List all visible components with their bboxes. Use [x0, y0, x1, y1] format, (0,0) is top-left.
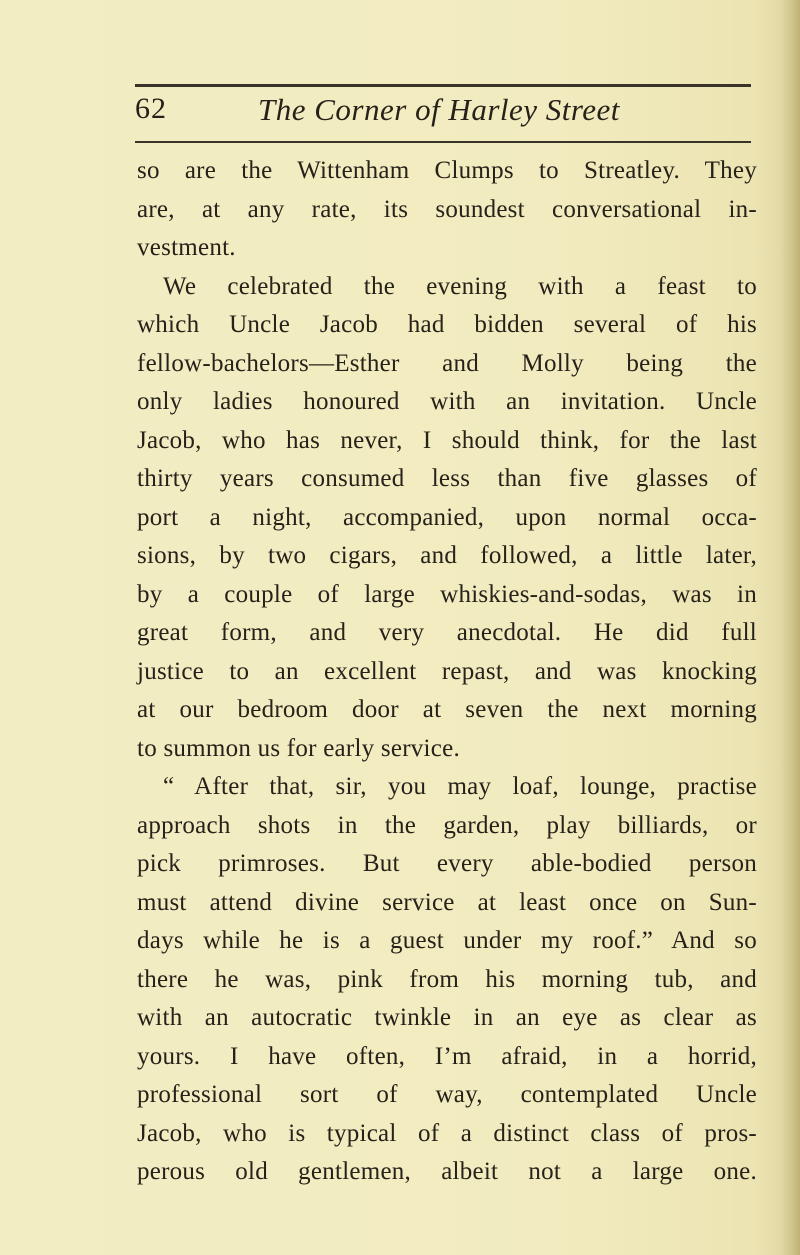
text-line: fellow-bachelors—Esther and Molly being the — [137, 349, 757, 377]
text-line: “ After that, sir, you may loaf, lounge, practise — [163, 773, 757, 800]
header-rule-top — [135, 84, 751, 87]
text-line: Jacob, who is typical of a distinct class of pros- — [137, 1119, 757, 1147]
text-line: professional sort of way, contemplated Uncle — [137, 1081, 757, 1108]
text-line: are, at any rate, its soundest conversational in- — [137, 195, 757, 223]
page-edge-shadow — [780, 0, 800, 1255]
text-line: which Uncle Jacob had bidden several of his — [137, 311, 757, 338]
text-line: with an autocratic twinkle in an eye as clear as — [137, 1004, 757, 1031]
text-line: great form, and very anecdotal. He did full — [137, 619, 757, 646]
text-line: thirty years consumed less than five glasses of — [137, 465, 757, 492]
text-line: must attend divine service at least once on Sun- — [137, 888, 757, 916]
text-line: Jacob, who has never, I should think, for the last — [137, 426, 757, 454]
text-line: there he was, pink from his morning tub, and — [137, 965, 757, 993]
running-head — [135, 90, 751, 138]
header-rule-bottom — [135, 141, 751, 143]
text-line: by a couple of large whiskies-and-sodas, was in — [137, 580, 757, 608]
running-title: The Corner of Harley Street — [258, 92, 620, 127]
text-line: days while he is a guest under my roof.” And so — [137, 927, 757, 954]
text-line: approach shots in the garden, play billiards, or — [137, 811, 757, 839]
text-line: pick primroses. But every able-bodied person — [137, 850, 757, 877]
text-line: at our bedroom door at seven the next morning — [137, 696, 757, 723]
text-line: vestment. — [137, 234, 236, 261]
text-line: yours. I have often, I’m afraid, in a horrid, — [137, 1042, 757, 1070]
text-line: to summon us for early service. — [137, 734, 460, 762]
text-line: so are the Wittenham Clumps to Streatley. They — [137, 157, 757, 184]
text-line: perous old gentlemen, albeit not a large one. — [137, 1158, 757, 1185]
text-line: sions, by two cigars, and followed, a little later, — [137, 542, 757, 569]
page-number: 62 — [135, 92, 167, 125]
text-line: only ladies honoured with an invitation. Uncle — [137, 388, 757, 415]
text-line: We celebrated the evening with a feast to — [163, 272, 757, 300]
text-line: port a night, accompanied, upon normal occa- — [137, 503, 757, 531]
body-text — [137, 152, 757, 1192]
text-line: justice to an excellent repast, and was knocking — [137, 657, 757, 685]
